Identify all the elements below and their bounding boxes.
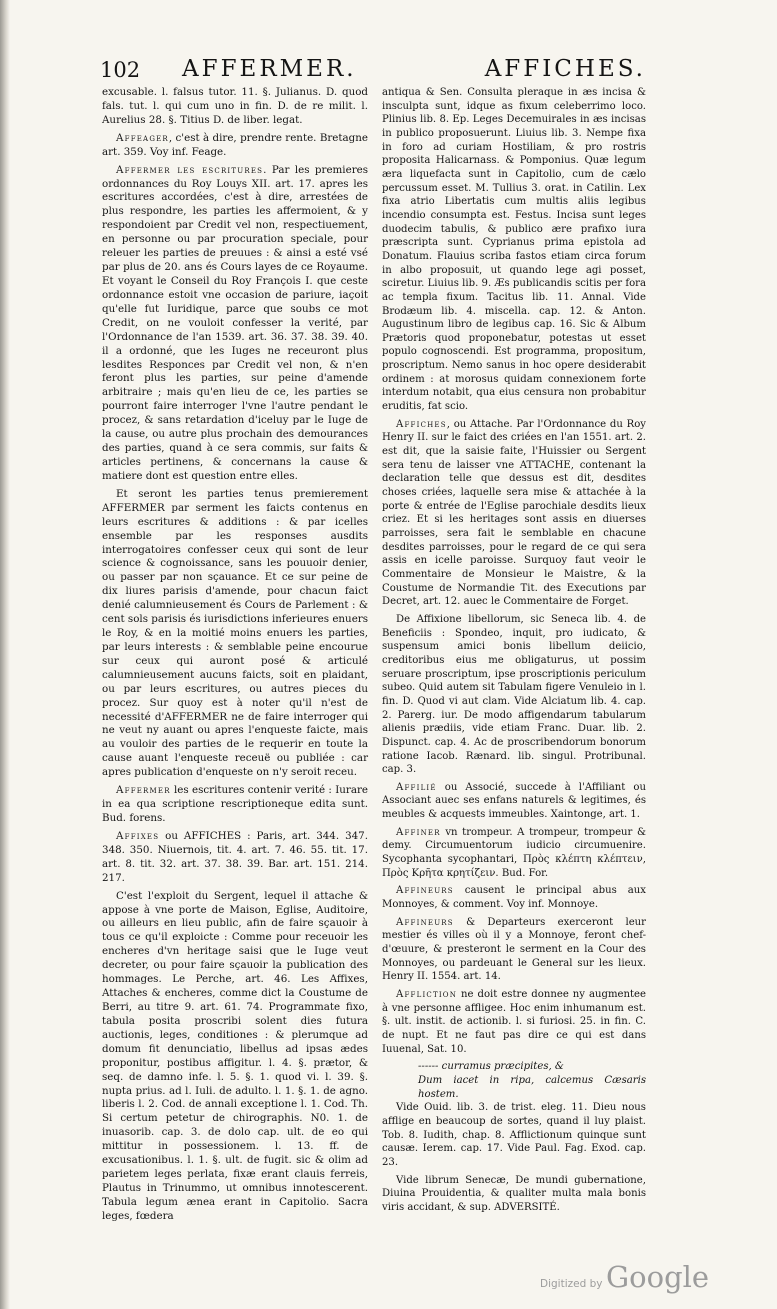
entry-text: C'est l'exploit du Sergent, lequel il attache & appose à vne porte de Maison, Eglise, Auditoire, ou ailleurs en lieu public, afin de faire sçauoir à tous ce qu'il exploicte : Comme pour receuoir les encheres d'vn heritage saisi que le Iuge veut decreter, ou pour faire sçauoir la publication des hommages. Le Perche, art. 46. Les Affixes, Attaches & encheres, comme dict la Coustume de Berri, au titre 9. art. 61. 74. Programmate fixo, tabula posita proscribi solent dies futura auctionis, leges, conditiones : & plerumque ad domum fit denunciatio, libellus ad ipsas ædes proponitur, postibus affigitur. l. 4. §. prætor, & seq. de damno infe. l. 5. §. 1. quod vi. l. 39. §. nupta prius. ad l. Iuli. de adulto. l. 1. §. 1. de agno. liberis l. 2. Cod. de annali exceptione l. 1. Cod. Th. Si certum petetur de chirographis. N0. 1. de inuasorib. cap. 3. de dolo cap. ult. de eo qui mittitur in possessionem. l. 13. ff. de excusationibus. l. 1. §. ult. de fugit. sic & olim ad parietem leges perlata, fixæ erant clauis ferreis, Plautus in Trinummo, ut omnibus innotescerent. Tabula legum ænea erant in Capitolio. Sacra leges, fœdera bbox=[102, 889, 368, 1222]
entry-text: & Departeurs exerceront leur mestier és villes où il y a Monnoye, feront chef-d'œuure, & presteront le serment en la Cour des Monnoyes, ou pardeuant le General sur les lieux. Henry II. 1554. art. 14. bbox=[382, 916, 646, 983]
entry-text: . Par les premieres ordonnances du Roy Louys XII. art. 17. apres les escritures accordées, c'est à dire, arrestées de plus respondre, les parties les affermoient, & y respondoient par Credit vel non, respectiuement, en personne ou par procuration speciale, pour releuer les parties de preuues : & ainsi a esté vsé par plus de 20. ans és Cours layes de ce Royaume. Et voyant le Conseil du Roy François I. que ceste ordonnance estoit vne occasion de pariure, iaçoit qu'elle fut Iuridique, parce que soubs ce mot Credit, on ne vouloit confesser la verité, par l'Ordonnance de l'an 1539. art. 36. 37. 38. 39. 40. il a ordonné, que les Iuges ne receuront plus lesdites Responces par Credit vel non, & n'en feront plus les parties, sur peine d'amende arbitraire ; mais qu'en lieu de ce, les parties se pourront faire interroger l'vne l'autre pendant le procez, & sans retardation d'iceluy par le Iuge de la cause, ou autre plus prochain des demourances des parties, quand à ce sera commis, sur faits & articles pertinens, & concernans la cause & matiere dont est question entre elles. bbox=[102, 163, 368, 482]
entry-text: ou AFFICHES : Paris, art. 344. 347. 348. 350. Niuernois, tit. 4. art. 7. 46. 55. tit. 17. art. 8. tit. 32. art. 37. 38. 39. Bar. art. 151. 214. 217. bbox=[102, 829, 368, 884]
dictionary-entry bbox=[102, 890, 368, 1224]
dictionary-entry bbox=[382, 884, 646, 911]
entry-text: antiqua & Sen. Consulta pleraque in æs incisa & insculpta sunt, idque as fixum celeberrimo loco. Plinius lib. 8. Ep. Leges Decemuirales in æs incisas in publico proposuerunt. Liuius lib. 3. Nempe fixa in foro ad curiam Hostiliam, & pro rostris proposita Halicarnass. & Pomponius. Quæ legum æra liquefacta sunt in Capitolio, cum de cælo percussum esset. M. Tullius 3. orat. in Catilin. Lex fixa atrio Libertatis cum multis aliis legibus incendio consumpta est. Festus. Incisa sunt leges duodecim tabulis, & publico ære prafixo iura præscripta sunt. Cyprianus prima epistola ad Donatum. Flauius scriba fastos etiam circa forum in albo proposuit, ut quando lege agi posset, sciretur. Liuius lib. 9. Æs publicandis scitis per fora ac templa fixum. Tacitus lib. 11. Annal. Vide Brodæum lib. 4. miscella. cap. 12. & Anton. Augustinum libro de legibus cap. 16. Sic & Album Prætoris quod proponebatur, potestas ut esset populo cognoscendi. Est programma, propositum, proscriptum. Nemo sanus in hoc opere desiderabit ordinem : at morosus quidam connexionem forte interdum notabit, qua eius censura non probabitur eruditis, fat scio. bbox=[382, 87, 646, 413]
entry-headword: Affineurs bbox=[396, 916, 454, 928]
google-logo-text: Google bbox=[606, 1260, 710, 1294]
dictionary-entry bbox=[102, 830, 368, 886]
dictionary-entry bbox=[382, 988, 646, 1056]
right-column bbox=[382, 86, 646, 1219]
entry-text: , ou Attache. Par l'Ordonnance du Roy Henry II. sur le faict des criées en l'an 1551. art. 2. est dit, que la saisie faite, l'Huissier ou Sergent sera tenu de laisser vne ATTACHE, contenant la declaration telle que dessus est dit, desdites choses criées, laquelle sera mise & attachée à la porte & entrée de l'Eglise parochiale desdits lieux criez. Et si les heritages sont assis en diuerses parroisses, sera fait le semblable en chacune desdites parroisses, pour le regard de ce qui sera assis en icelle paroisse. Surquoy faut veoir le Commentaire de Monsieur le Maistre, & la Coustume de Normandie Tit. des Executions par Decret, art. 12. auec le Commentaire de Forget. bbox=[382, 418, 646, 608]
dictionary-entry bbox=[382, 1101, 646, 1169]
entry-text: Dum iacet in ripa, calcemus Cæsaris hostem. bbox=[418, 1074, 646, 1100]
digitized-label: Digitized by bbox=[540, 1278, 603, 1290]
entry-text: vn trompeur. A trompeur, trompeur & demy. Circumuentorum iudicio circumuenire. Sycophanta sycophantari, Πρὸς κλέπτη κλέπτειν, Πρὸς Κρῆτα κρητίζειν. Bud. For. bbox=[382, 826, 646, 879]
dictionary-entry bbox=[382, 1174, 646, 1215]
page-header bbox=[100, 52, 646, 86]
entry-text: ne doit estre donnee ny augmentee à vne personne affligee. Hoc enim inhumanum est. §. ult. instit. de actionib. l. si furiosi. 25. in fin. C. de nupt. Et ne faut pas dire ce qui est dans Iuuenal, Sat. 10. bbox=[382, 989, 646, 1055]
dictionary-entry bbox=[102, 86, 368, 128]
entry-text: Vide Ouid. lib. 3. de trist. eleg. 11. Dieu nous afflige en beaucoup de sortes, quand il luy plaist. Tob. 8. Iudith, chap. 8. Afflictionum quinque sunt causæ. Ierem. cap. 17. Vide Paul. Fag. Exod. cap. 23. bbox=[382, 1102, 646, 1168]
entry-headword: Affilié bbox=[396, 781, 437, 793]
dictionary-entry bbox=[102, 132, 368, 160]
entry-text: , c'est à dire, prendre rente. Bretagne art. 359. Voy inf. Feage. bbox=[102, 131, 368, 158]
dictionary-entry bbox=[382, 613, 646, 777]
entry-text: Vide librum Senecæ, De mundi gubernatione, Diuina Prouidentia, & qualiter multa mala bonis viris accidant, & sup. ADVERSITÉ. bbox=[382, 1174, 646, 1213]
dictionary-entry bbox=[382, 1060, 646, 1074]
entry-headword: Affermer les escritures bbox=[116, 163, 264, 176]
entry-text: ou Associé, succede à l'Affiliant ou Associant auec ses enfans naturels & legitimes, és meubles & acquests immeubles. Xaintonge, art. 1. bbox=[382, 781, 646, 821]
left-column bbox=[102, 86, 368, 1228]
dictionary-entry bbox=[382, 781, 646, 822]
entry-headword: Affiner bbox=[396, 826, 441, 838]
dictionary-entry bbox=[102, 488, 368, 780]
left-running-title: AFFERMER. bbox=[182, 56, 357, 82]
entry-text: excusable. l. falsus tutor. 11. §. Julianus. D. quod fals. tut. l. qui cum uno in fin. D. de re milit. l. Aurelius 28. §. Titius D. de liber. legat. bbox=[102, 86, 368, 126]
entry-text: Et seront les parties tenus premierement AFFERMER par serment les faicts contenus en leurs escritures & additions : & par icelles ensemble par les responses ausdits interrogatoires confesser ceux qui sont de leur science & cognoissance, sans les pouuoir denier, ou passer par non sçauance. Et ce sur peine de dix liures parisis d'amende, pour chacun faict denié calumnieusement és Cours de Parlement : & cent sols parisis és iurisdictions inferieures enuers le Roy, & en la moitié moins enuers les parties, par leurs interests : & semblable peine encourue sur ceux qui auront posé & articulé calumnieusement aucuns faicts, soit en plaidant, ou par leurs escritures, ou autres pieces du procez. Sur quoy est à noter qu'il n'est de necessité d'AFFERMER ne de faire interroger qui ne veut ny auant ou apres l'enqueste faicte, mais au vouloir des parties de le requerir en toute la cause auant l'enqueste receuë ou publiée : car apres publication d'enqueste on n'y seroit receu. bbox=[102, 487, 368, 779]
entry-headword: Affliction bbox=[396, 989, 458, 1000]
digitized-by-google-watermark bbox=[540, 1262, 770, 1298]
dictionary-entry bbox=[382, 86, 646, 414]
entry-headword: Affermer bbox=[116, 784, 171, 797]
dictionary-entry bbox=[102, 164, 368, 484]
entry-text: causent le principal abus aux Monnoyes, & comment. Voy inf. Monnoye. bbox=[382, 885, 646, 911]
page-number: 102 bbox=[100, 58, 141, 82]
entry-headword: Affiches bbox=[396, 418, 447, 430]
dictionary-entry bbox=[382, 916, 646, 984]
entry-headword: Affineurs bbox=[396, 885, 454, 897]
dictionary-entry bbox=[382, 1074, 646, 1101]
entry-headword: Affeager bbox=[116, 131, 169, 144]
entry-text: les escritures contenir verité : Iurare in ea qua scriptione rescriptioneque edita sunt. Bud. forens. bbox=[102, 784, 368, 825]
page-edge bbox=[0, 0, 10, 1309]
entry-text: De Affixione libellorum, sic Seneca lib. 4. de Beneficiis : Spondeo, inquit, pro iudicato, & suspensum amici bonis libellum deiicio, creditoribus eius me obligaturus, ut possim seruare proscriptum, ipse proscriptionis periculum subeo. Quid autem sit Tabulam figere Venuleio in l. fin. D. Quod vi aut clam. Vide Alciatum lib. 4. cap. 2. Parerg. iur. De modo affigendarum tabularum alienis prædiis, vide etiam Franc. Duar. lib. 2. Dispunct. cap. 4. Ac de proscribendorum bonorum ratione Iacob. Rænard. lib. singul. Protribunal. cap. 3. bbox=[382, 613, 646, 776]
dictionary-entry bbox=[102, 784, 368, 826]
entry-headword: Affixes bbox=[116, 829, 160, 842]
dictionary-entry bbox=[382, 826, 646, 881]
dictionary-entry bbox=[382, 418, 646, 609]
right-running-title: AFFICHES. bbox=[484, 56, 646, 82]
entry-text: ------ curramus præcipites, & bbox=[418, 1061, 564, 1073]
